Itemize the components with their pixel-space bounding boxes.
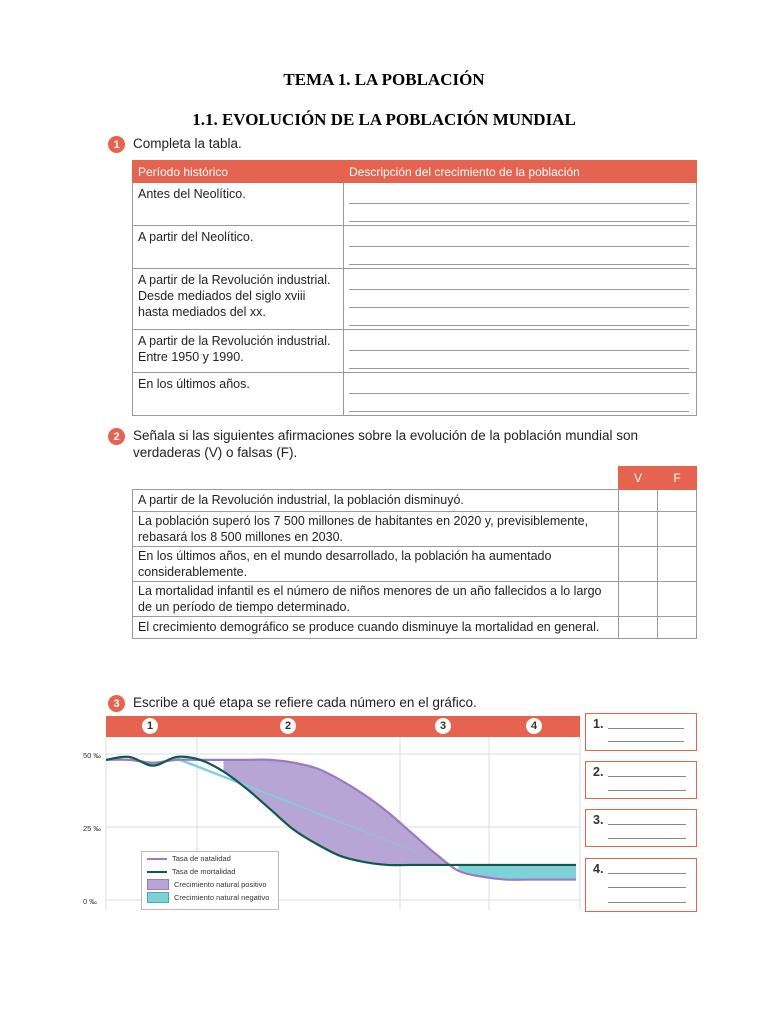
- history-table-header-period: Período histórico: [133, 161, 344, 183]
- statement: La población superó los 7 500 millones de habitantes en 2020 y, previsiblemente, rebasará los 8 500 millones en 2030.: [133, 511, 619, 546]
- stage-number: 1: [142, 718, 158, 734]
- legend-swatch-natalidad: [147, 858, 167, 860]
- history-table-header-description: Descripción del crecimiento de la población: [344, 161, 697, 183]
- legend-swatch-positivo: [147, 879, 169, 890]
- statement: En los últimos años, en el mundo desarrollado, la población ha aumentado considerablemente.: [133, 546, 619, 581]
- history-row-period: Antes del Neolítico.: [133, 183, 344, 226]
- history-row-period: En los últimos años.: [133, 373, 344, 416]
- column-v-header: V: [619, 467, 658, 490]
- exercise-2-badge: 2: [108, 428, 125, 445]
- statement: La mortalidad infantil es el número de niños menores de un año fallecidos a lo largo de un período de tiempo determinado.: [133, 581, 619, 616]
- legend-item: Tasa de natalidad: [147, 852, 278, 865]
- exercise-3-badge: 3: [108, 695, 125, 712]
- fill-positive-growth: [224, 760, 451, 865]
- statement: A partir de la Revolución industrial, la población disminuyó.: [133, 489, 619, 511]
- y-tick-label: 25 ‰: [83, 824, 101, 833]
- page-title: TEMA 1. LA POBLACIÓN: [283, 70, 485, 89]
- y-tick-label: 50 ‰: [83, 751, 101, 760]
- history-row-period: A partir del Neolítico.: [133, 226, 344, 269]
- y-tick-label: 0 ‰: [83, 897, 97, 906]
- answer-label: 1.: [593, 717, 604, 731]
- chart-legend: [141, 851, 279, 910]
- exercise-1-badge: 1: [108, 136, 125, 153]
- exercise-2-instruction: Señala si las siguientes afirmaciones sobre la evolución de la población mundial son verdaderas (V) o falsas (F).: [133, 428, 639, 460]
- answer-box-1[interactable]: [585, 713, 697, 751]
- column-f-header: F: [658, 467, 697, 490]
- answer-label: 4.: [593, 862, 604, 876]
- answer-box-4[interactable]: [585, 858, 697, 912]
- statement: El crecimiento demográfico se produce cuando disminuye la mortalidad en general.: [133, 616, 619, 638]
- stage-number: 2: [280, 718, 296, 734]
- legend-swatch-negativo: [147, 892, 169, 903]
- answer-box-2[interactable]: [585, 761, 697, 799]
- stage-number: 3: [435, 718, 451, 734]
- answer-label: 2.: [593, 765, 604, 779]
- legend-swatch-mortalidad: [147, 871, 167, 873]
- section-title: 1.1. EVOLUCIÓN DE LA POBLACIÓN MUNDIAL: [192, 110, 576, 129]
- answer-box-3[interactable]: [585, 809, 697, 847]
- history-row-period: A partir de la Revolución industrial. Desde mediados del siglo xviii hasta mediados del xx.: [133, 269, 344, 330]
- history-row-period: A partir de la Revolución industrial. Entre 1950 y 1990.: [133, 330, 344, 373]
- legend-item: Crecimiento natural negativo: [147, 891, 278, 904]
- fill-negative-growth: [459, 865, 577, 880]
- exercise-1-instruction: Completa la tabla.: [133, 136, 242, 151]
- exercise-3-instruction: Escribe a qué etapa se refiere cada número en el gráfico.: [133, 695, 477, 710]
- answer-label: 3.: [593, 813, 604, 827]
- legend-item: Crecimiento natural positivo: [147, 878, 278, 891]
- stage-number: 4: [526, 718, 542, 734]
- legend-item: Tasa de mortalidad: [147, 865, 278, 878]
